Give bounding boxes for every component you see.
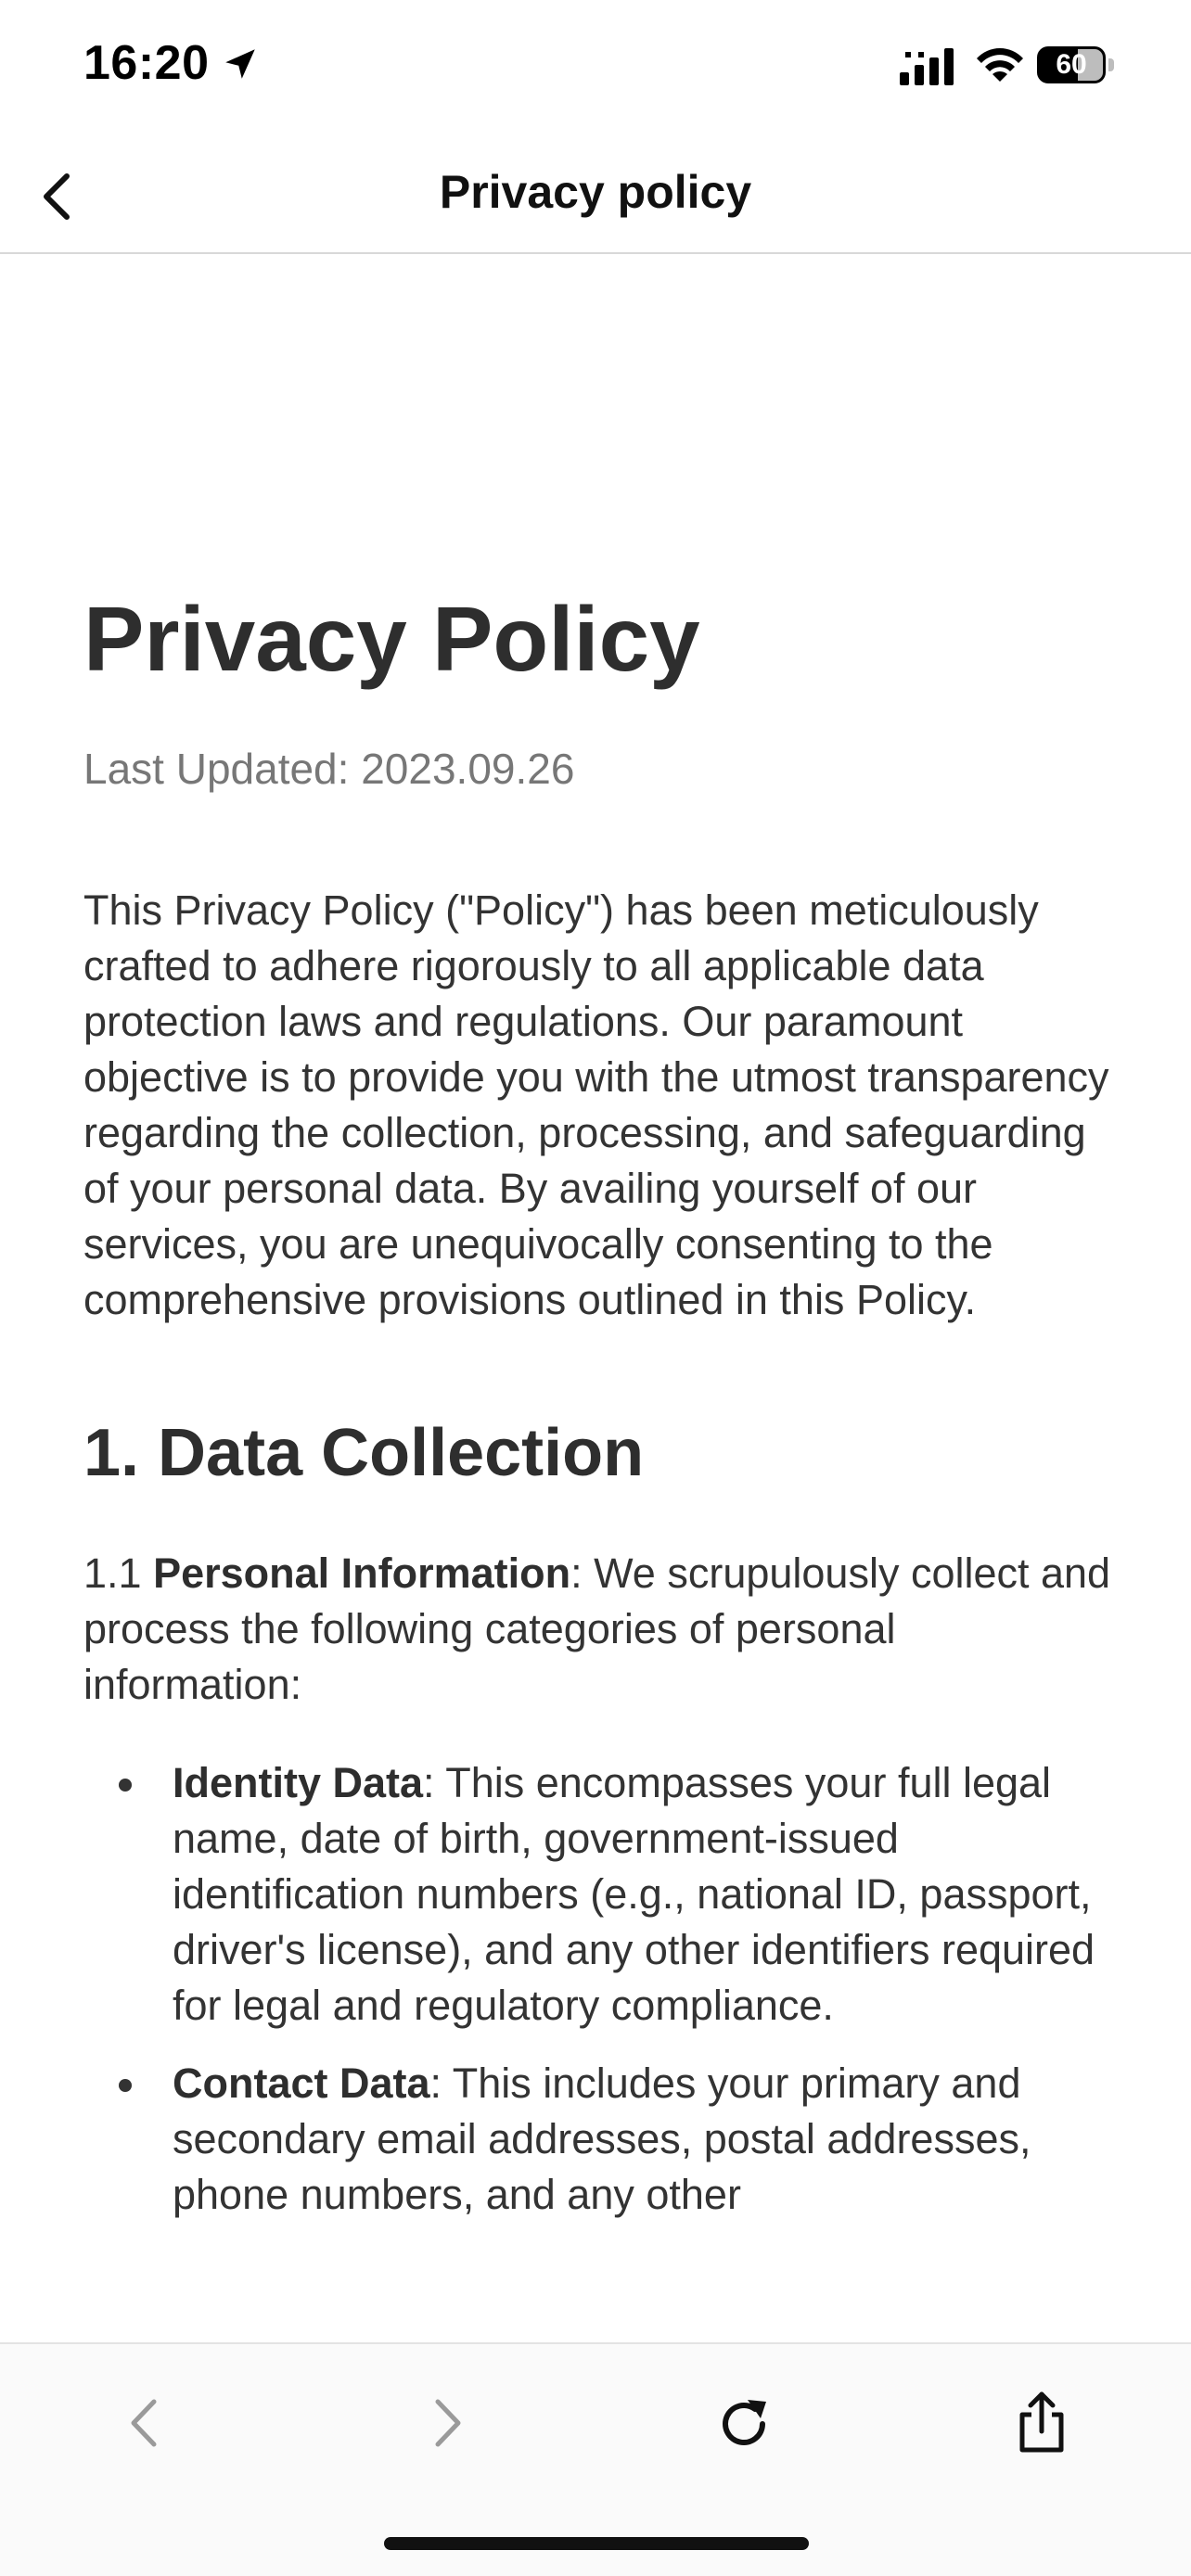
personal-information-paragraph (83, 1546, 1113, 1713)
status-bar (0, 0, 1191, 139)
list-item-text: : This encompasses your full legal name, date of birth, government-issued identification numbers (e.g., national ID, passport, driver's license), and any other identifiers required for legal and regulatory compliance. (173, 1758, 1095, 2029)
personal-data-list (83, 1755, 1113, 2223)
cellular-signal-icon (900, 48, 959, 85)
document-content (83, 254, 1113, 2245)
reload-icon (725, 2400, 766, 2442)
battery-cap (1108, 58, 1114, 71)
battery-level: 60 (1056, 49, 1087, 80)
last-updated-text: Last Updated: 2023.09.26 (83, 744, 575, 793)
intro-paragraph: This Privacy Policy ("Policy") has been meticulously crafted to adhere rigorously to all applicable data protection laws and regulations. Our paramount objective is to provide you with the utmost transparency regarding the collection, processing, and safeguarding of your personal data. By availing yourself of our services, you are unequivocally consenting to the comprehensive provisions outlined in this Policy. (83, 886, 1109, 1323)
home-indicator (384, 2537, 809, 2550)
list-item (83, 2056, 1113, 2223)
location-arrow-icon (221, 45, 260, 83)
status-time: 16:20 (83, 36, 210, 90)
bottom-toolbar (0, 2342, 1191, 2576)
share-icon (1022, 2394, 1061, 2450)
share-button[interactable] (1000, 2381, 1083, 2465)
clause-text: : We scrupulously collect and process the following categories of personal information: (83, 1549, 1111, 1708)
wifi-icon (974, 45, 1026, 85)
document-title: Privacy Policy (83, 588, 700, 690)
back-arrow-icon (134, 2402, 154, 2444)
reload-button[interactable] (703, 2381, 787, 2465)
forward-arrow-button[interactable] (404, 2381, 488, 2465)
section-heading-data-collection: 1. Data Collection (83, 1415, 645, 1490)
back-arrow-button[interactable] (104, 2381, 187, 2465)
list-item (83, 1755, 1113, 2034)
list-item-text: : This includes your primary and secondary email addresses, postal addresses, phone numbers, and any other (173, 2059, 1031, 2218)
bullet-icon (119, 2079, 132, 2092)
list-item-term: Identity Data (173, 1758, 424, 1806)
clause-number: 1.1 (83, 1549, 154, 1597)
back-button[interactable] (26, 159, 100, 234)
clause-term: Personal Information (153, 1549, 571, 1597)
nav-header (0, 139, 1191, 254)
battery-icon (1037, 46, 1115, 85)
page-title: Privacy policy (439, 166, 752, 218)
chevron-left-icon (46, 176, 67, 217)
bullet-icon (119, 1779, 132, 1792)
list-item-term: Contact Data (173, 2059, 430, 2107)
forward-arrow-icon (438, 2402, 458, 2444)
